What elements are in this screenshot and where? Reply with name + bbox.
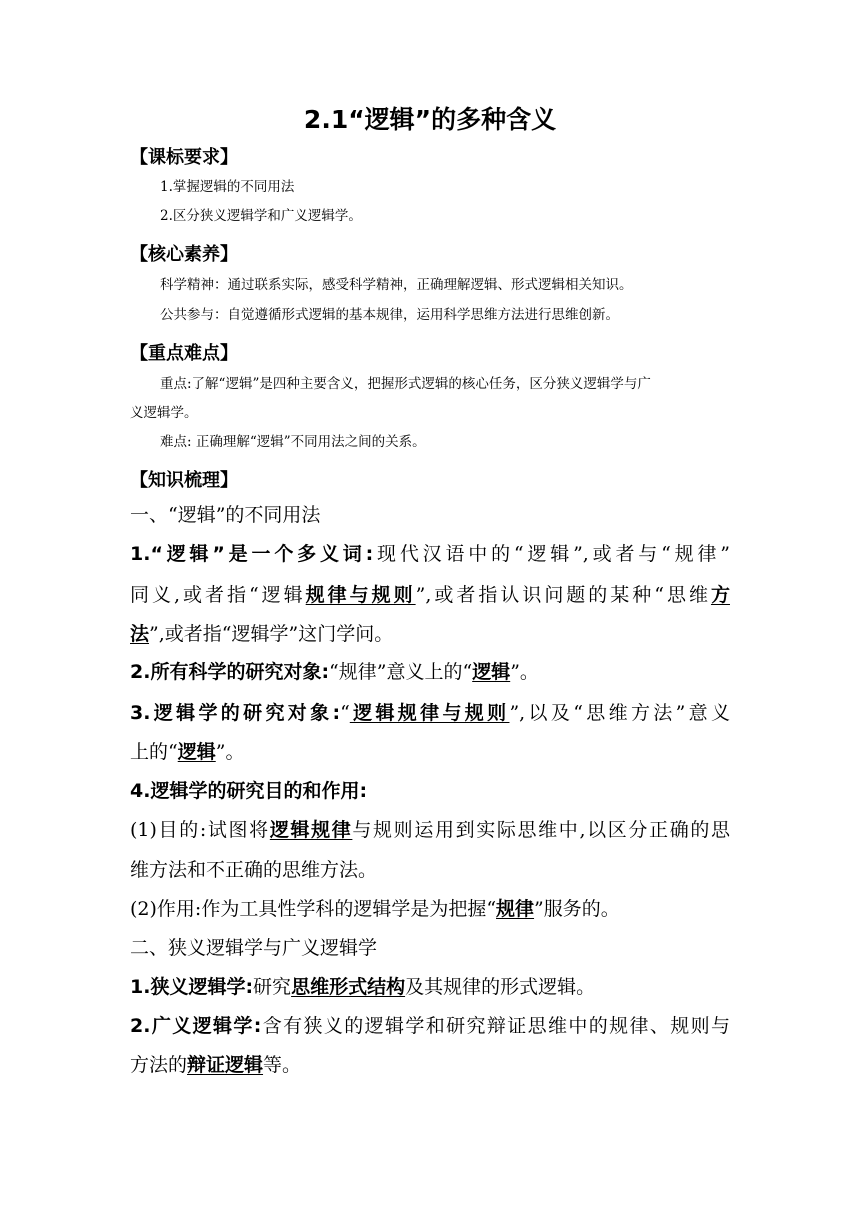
part2-p2-line1: 2.广义逻辑学:含有狭义的逻辑学和研究辩证思维中的规律、规则与 <box>130 1015 730 1037</box>
part1-p3-line1: 3.逻辑学的研究对象:“逻辑规律与规则”,以及“思维方法”意义 <box>130 702 730 724</box>
part2-heading: 二、狭义逻辑学与广义逻辑学 <box>130 937 378 959</box>
part1-p1-line2: 同义,或者指“逻辑规律与规则”,或者指认识问题的某种“思维方 <box>130 584 730 606</box>
underlined-answer: 规律与规则 <box>305 584 416 606</box>
focus-text-line2: 义逻辑学。 <box>130 405 198 421</box>
underlined-answer: 法 <box>130 623 150 645</box>
underlined-answer: 逻辑 <box>472 661 511 683</box>
curriculum-item: 1.掌握逻辑的不同用法 <box>160 179 295 195</box>
part1-p1-line3: 法”,或者指“逻辑学”这门学问。 <box>130 623 394 645</box>
literacy-item: 公共参与：自觉遵循形式逻辑的基本规律，运用科学思维方法进行思维创新。 <box>160 307 619 323</box>
part1-p1-line1: 1.“逻辑”是一个多义词:现代汉语中的“逻辑”,或者与“规律” <box>130 543 730 565</box>
underlined-answer: 逻辑规律与规则 <box>349 702 510 724</box>
part2-p2-line2: 方法的辩证逻辑等。 <box>130 1054 302 1076</box>
section-heading-curriculum: 【课标要求】 <box>130 147 238 168</box>
focus-text-line1: 重点:了解“逻辑”是四种主要含义，把握形式逻辑的核心任务，区分狭义逻辑学与广 <box>160 376 651 392</box>
underlined-answer: 逻辑 <box>177 741 216 763</box>
page-title: 2.1“逻辑”的多种含义 <box>303 105 557 134</box>
section-heading-knowledge: 【知识梳理】 <box>130 470 238 491</box>
difficulty-text: 难点: 正确理解“逻辑”不同用法之间的关系。 <box>160 434 426 450</box>
part1-p4: 4.逻辑学的研究目的和作用: <box>130 780 368 802</box>
part1-p1-label: 1.“逻辑”是一个多义词: <box>130 543 374 565</box>
part1-p2: 2.所有科学的研究对象:“规律”意义上的“逻辑”。 <box>130 661 539 683</box>
part1-heading: 一、“逻辑”的不同用法 <box>130 504 321 526</box>
section-heading-key-points: 【重点难点】 <box>130 343 238 364</box>
underlined-answer: 思维形式结构 <box>291 976 406 998</box>
part1-p6: (2)作用:作为工具性学科的逻辑学是为把握“规律”服务的。 <box>130 898 620 920</box>
part1-p5-line1: (1)目的:试图将逻辑规律与规则运用到实际思维中,以区分正确的思 <box>130 819 730 841</box>
literacy-item: 科学精神：通过联系实际，感受科学精神，正确理解逻辑、形式逻辑相关知识。 <box>160 277 633 293</box>
underlined-answer: 方 <box>710 584 730 606</box>
part1-p3-line2: 上的“逻辑”。 <box>130 741 245 763</box>
part2-p1: 1.狭义逻辑学:研究思维形式结构及其规律的形式逻辑。 <box>130 976 596 998</box>
section-heading-literacy: 【核心素养】 <box>130 244 238 265</box>
curriculum-item: 2.区分狭义逻辑学和广义逻辑学。 <box>160 208 362 224</box>
part1-p5-line2: 维方法和不正确的思维方法。 <box>130 859 378 881</box>
underlined-answer: 逻辑规律 <box>269 819 353 841</box>
underlined-answer: 辩证逻辑 <box>187 1054 264 1076</box>
underlined-answer: 规律 <box>496 898 535 920</box>
